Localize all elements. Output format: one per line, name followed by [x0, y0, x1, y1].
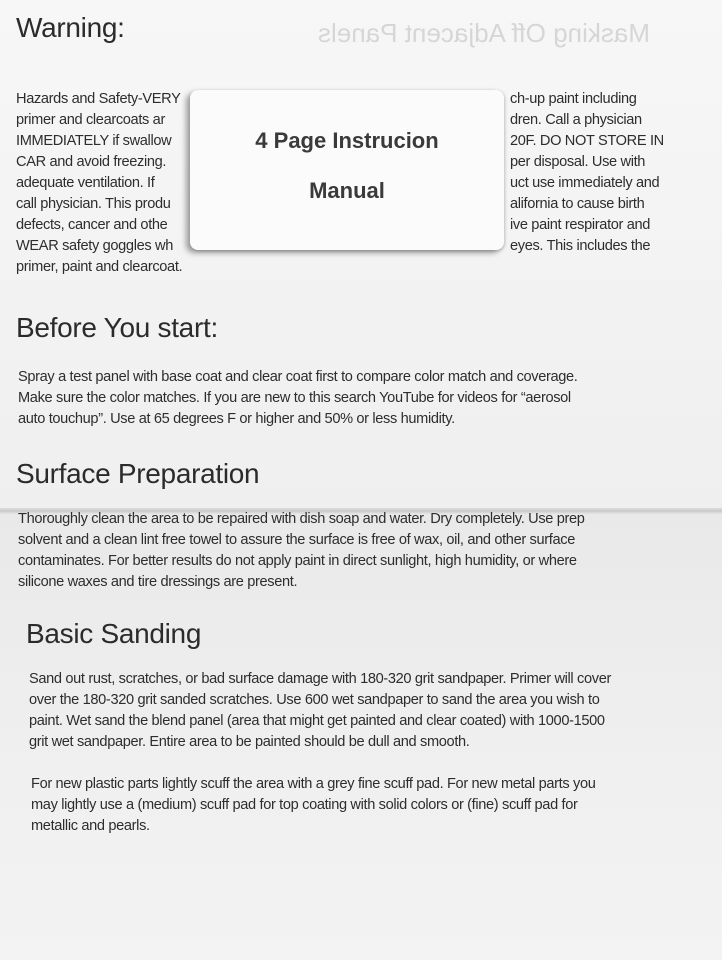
text-line: WEAR safety goggles wh: [16, 238, 173, 254]
surface-prep-text: [18, 509, 585, 593]
text-line: may lightly use a (medium) scuff pad for top coating with solid colors or (fine) scuff pad for: [31, 797, 578, 813]
warning-right-text: [510, 89, 664, 257]
basic-sanding-text: [29, 669, 611, 753]
text-line: ch-up paint including: [510, 91, 637, 107]
text-line: defects, cancer and othe: [16, 217, 168, 233]
before-start-heading: Before You start:: [16, 312, 218, 343]
text-line: 20F. DO NOT STORE IN: [510, 133, 664, 149]
text-line: Sand out rust, scratches, or bad surface damage with 180-320 grit sandpaper. Primer will cover: [29, 671, 611, 687]
before-start-text: [18, 367, 578, 430]
text-line: grit wet sandpaper. Entire area to be painted should be dull and smooth.: [29, 734, 470, 750]
warning-left-text: [16, 89, 182, 278]
text-line: IMMEDIATELY if swallow: [16, 133, 172, 149]
card-title-line2: Manual: [309, 178, 385, 203]
card-title-line1: 4 Page Instrucion: [255, 128, 439, 153]
text-line: call physician. This produ: [16, 196, 171, 212]
text-line: Make sure the color matches. If you are new to this search YouTube for videos for “aerosol: [18, 390, 571, 406]
text-line: over the 180-320 grit sanded scratches. Use 600 wet sandpaper to sand the area you wish to: [29, 692, 600, 708]
text-line: ive paint respirator and: [510, 217, 651, 233]
text-line: silicone waxes and tire dressings are present.: [18, 574, 298, 590]
warning-heading: Warning:: [16, 12, 125, 43]
text-line: paint. Wet sand the blend panel (area that might get painted and clear coated) with 1000-1500: [29, 713, 605, 729]
text-line: For new plastic parts lightly scuff the area with a grey fine scuff pad. For new metal parts you: [31, 776, 596, 792]
text-line: primer, paint and clearcoat.: [16, 259, 183, 275]
text-line: auto touchup”. Use at 65 degrees F or higher and 50% or less humidity.: [18, 411, 455, 427]
bleed-through-heading: Masking Off Adjacent Panels: [318, 18, 650, 48]
basic-sanding-heading: Basic Sanding: [26, 618, 202, 649]
text-line: adequate ventilation. If: [16, 175, 155, 191]
text-line: per disposal. Use with: [510, 154, 646, 170]
basic-sanding-scuff-text: [31, 774, 596, 837]
text-line: uct use immediately and: [510, 175, 660, 191]
text-line: eyes. This includes the: [510, 238, 651, 254]
text-line: alifornia to cause birth: [510, 196, 645, 212]
text-line: Hazards and Safety-VERY: [16, 91, 181, 107]
text-line: dren. Call a physician: [510, 112, 642, 128]
text-line: contaminates. For better results do not apply paint in direct sunlight, high humidity, or where: [18, 553, 577, 569]
surface-prep-heading: Surface Preparation: [16, 458, 260, 489]
text-line: CAR and avoid freezing.: [16, 154, 167, 170]
text-line: metallic and pearls.: [31, 818, 150, 834]
text-line: solvent and a clean lint free towel to assure the surface is free of wax, oil, and other surface: [18, 532, 575, 548]
instruction-manual-card: [190, 90, 504, 250]
text-line: Spray a test panel with base coat and clear coat first to compare color match and coverage.: [18, 369, 578, 385]
text-line: primer and clearcoats ar: [16, 112, 165, 128]
text-line: Thoroughly clean the area to be repaired with dish soap and water. Dry completely. Use prep: [18, 511, 585, 527]
